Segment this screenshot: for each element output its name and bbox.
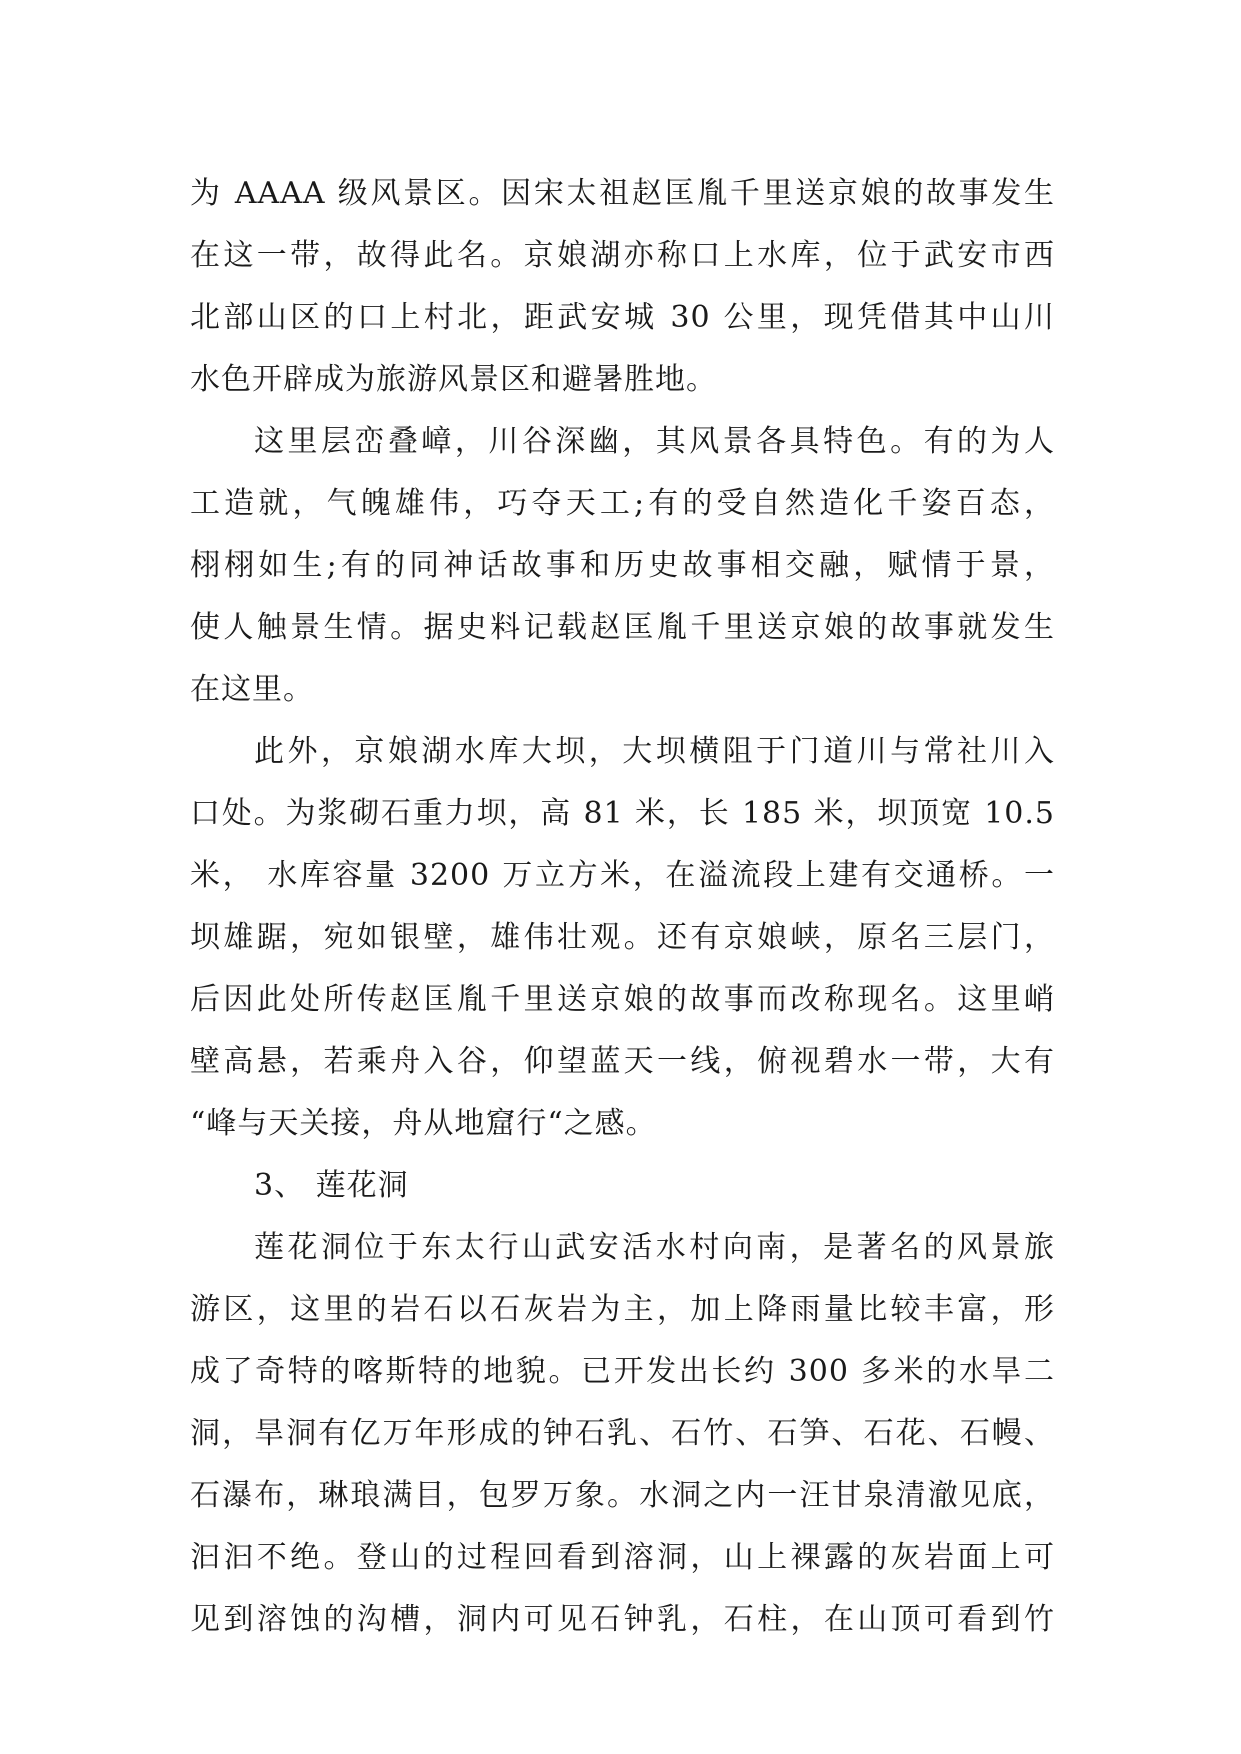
text-line: 这里层峦叠嶂，川谷深幽，其风景各具特色。有的为人 — [254, 424, 1055, 459]
text-line: 在这里。 — [190, 672, 314, 707]
document-body — [190, 163, 1055, 1651]
text-line: 坝雄踞，宛如银壁，雄伟壮观。还有京娘峡，原名三层门， — [190, 920, 1055, 955]
section-heading: 3、 莲花洞 — [254, 1168, 409, 1203]
paragraph-lotus-cave — [190, 1217, 1055, 1651]
text-line: 水色开辟成为旅游风景区和避暑胜地。 — [190, 362, 717, 397]
text-line: 洞，旱洞有亿万年形成的钟石乳、石竹、石笋、石花、石幔、 — [190, 1416, 1055, 1451]
text-line: 石瀑布，琳琅满目，包罗万象。水洞之内一汪甘泉清澈见底， — [190, 1478, 1055, 1513]
section-heading-lotus-cave — [190, 1155, 1055, 1217]
paragraph-scenery — [190, 411, 1055, 721]
paragraph-dam — [190, 721, 1055, 1155]
text-line: 栩栩如生;有的同神话故事和历史故事相交融，赋情于景， — [190, 548, 1055, 583]
text-line: 为 AAAA 级风景区。因宋太祖赵匡胤千里送京娘的故事发生 — [190, 176, 1055, 211]
text-line: 北部山区的口上村北，距武安城 30 公里，现凭借其中山川 — [190, 300, 1055, 335]
text-line: 成了奇特的喀斯特的地貌。已开发出长约 300 多米的水旱二 — [190, 1354, 1055, 1389]
text-line: 在这一带，故得此名。京娘湖亦称口上水库，位于武安市西 — [190, 238, 1055, 273]
text-line: 口处。为浆砌石重力坝，高 81 米，长 185 米，坝顶宽 10.5 — [190, 796, 1055, 831]
text-line: 壁高悬，若乘舟入谷，仰望蓝天一线，俯视碧水一带，大有 — [190, 1044, 1055, 1079]
text-line: 工造就，气魄雄伟，巧夺天工;有的受自然造化千姿百态， — [190, 486, 1055, 521]
text-line: 莲花洞位于东太行山武安活水村向南，是著名的风景旅 — [254, 1230, 1055, 1265]
text-line: “峰与天关接，舟从地窟行“之感。 — [190, 1106, 657, 1141]
text-line: 见到溶蚀的沟槽，洞内可见石钟乳，石柱，在山顶可看到竹 — [190, 1602, 1055, 1637]
text-line: 游区，这里的岩石以石灰岩为主，加上降雨量比较丰富，形 — [190, 1292, 1055, 1327]
text-line: 使人触景生情。据史料记载赵匡胤千里送京娘的故事就发生 — [190, 610, 1055, 645]
text-line: 米， 水库容量 3200 万立方米，在溢流段上建有交通桥。一 — [190, 858, 1055, 893]
text-line: 后因此处所传赵匡胤千里送京娘的故事而改称现名。这里峭 — [190, 982, 1055, 1017]
text-line: 汩汩不绝。登山的过程回看到溶洞，山上裸露的灰岩面上可 — [190, 1540, 1055, 1575]
paragraph-intro-continued — [190, 163, 1055, 411]
text-line: 此外，京娘湖水库大坝，大坝横阻于门道川与常社川入 — [254, 734, 1055, 769]
